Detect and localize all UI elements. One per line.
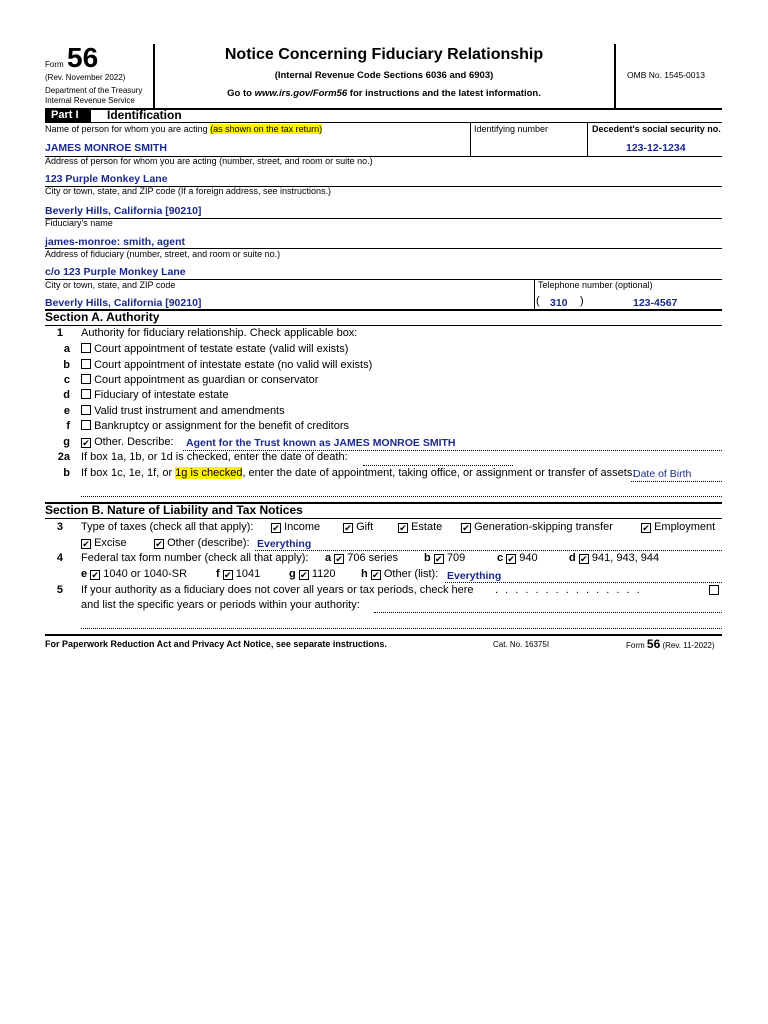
fiduciary-name-label: Fiduciary's name <box>45 218 113 228</box>
q5-leader-dots: . . . . . . . . . . . . . . . <box>495 584 642 596</box>
q2a-text: If box 1a, 1b, or 1d is checked, enter the date of death: <box>81 451 348 463</box>
q1a-checkbox[interactable] <box>81 343 91 353</box>
q3-gst-checkbox[interactable]: ✔ <box>462 523 470 533</box>
ssn-col-divider <box>587 122 588 156</box>
q5-text-2: and list the specific years or periods within your authority: <box>81 599 360 611</box>
q3-text: Type of taxes (check all that apply): <box>81 521 254 533</box>
q1a-row <box>81 343 348 355</box>
name-label-text: Name of person for whom you are acting <box>45 124 211 134</box>
name-label-highlight: (as shown on the tax return) <box>210 124 323 134</box>
q3-other-checkbox[interactable]: ✔ <box>155 539 163 549</box>
q4b-letter: b <box>424 552 431 564</box>
footer-form-rev: (Rev. 11-2022) <box>660 641 715 650</box>
agency: Internal Revenue Service <box>45 96 135 105</box>
q3-income-checkbox[interactable]: ✔ <box>272 523 280 533</box>
q3-gift <box>343 521 373 533</box>
form-title: Notice Concerning Fiduciary Relationship <box>224 46 544 63</box>
q2b-extra-line[interactable] <box>81 496 722 497</box>
header-divider-right <box>614 44 616 109</box>
q4h-list-field[interactable]: Everything <box>447 570 502 582</box>
footer-form-id <box>626 637 715 651</box>
q2b-text-post: , enter the date of appointment, taking office, or assignment or transfer of assets: <box>242 467 636 479</box>
telephone-open-paren: ( <box>536 295 540 307</box>
form-revision: (Rev. November 2022) <box>45 73 126 82</box>
ssn-field[interactable]: 123-12-1234 <box>626 142 686 154</box>
q4-text: Federal tax form number (check all that apply): <box>81 552 309 564</box>
q2b-text <box>81 467 635 479</box>
q1g-describe-field[interactable]: Agent for the Trust known as JAMES MONROE SMITH <box>186 437 456 449</box>
tel-col-divider <box>534 279 535 310</box>
id-col-divider <box>470 122 471 156</box>
q3-excise <box>81 537 126 549</box>
fiduciary-address-label: Address of fiduciary (number, street, and room or suite no.) <box>45 249 281 259</box>
section-b-bottom-rule <box>45 634 722 636</box>
identifying-number-label: Identifying number <box>474 124 549 134</box>
q1a-text: Court appointment of testate estate (valid will exists) <box>94 343 349 355</box>
q4e-label: 1040 or 1040-SR <box>103 568 188 580</box>
q1g-letter: g <box>63 436 70 448</box>
q1f-text: Bankruptcy or assignment for the benefit of creditors <box>94 420 350 432</box>
irs-link[interactable]: www.irs.gov/Form56 <box>254 88 348 99</box>
form-subtitle: (Internal Revenue Code Sections 6036 and 6903) <box>274 70 494 81</box>
q4d-checkbox[interactable]: ✔ <box>580 554 588 564</box>
city-field[interactable]: Beverly Hills, California [90210] <box>45 205 202 217</box>
q1e-checkbox[interactable] <box>81 405 91 415</box>
instructions-line <box>154 88 614 99</box>
q4g-letter: g <box>289 568 296 580</box>
q4e-letter: e <box>81 568 88 580</box>
q4c <box>497 552 538 564</box>
q4g <box>289 568 336 580</box>
q4a-label: 706 series <box>347 552 399 564</box>
q3-other-label: Other (describe): <box>167 537 250 549</box>
catalog-number: Cat. No. 16375I <box>493 640 550 649</box>
q4f-checkbox[interactable]: ✔ <box>223 570 232 580</box>
q4c-letter: c <box>497 552 504 564</box>
q5-checkbox[interactable] <box>709 585 719 595</box>
telephone-number[interactable]: 123-4567 <box>633 297 678 309</box>
q1c-row <box>81 374 318 386</box>
paperwork-notice: For Paperwork Reduction Act and Privacy Act Notice, see separate instructions. <box>45 639 387 649</box>
q3-gift-checkbox[interactable]: ✔ <box>344 523 352 533</box>
q4a-checkbox[interactable]: ✔ <box>335 554 343 564</box>
q4d-label: 941, 943, 944 <box>591 552 660 564</box>
q3-other-field[interactable]: Everything <box>257 538 312 550</box>
q1d-row <box>81 389 229 401</box>
q3-number: 3 <box>56 521 63 533</box>
q1e-text: Valid trust instrument and amendments <box>94 405 285 417</box>
q3-gst-label: Generation-skipping transfer <box>474 521 613 533</box>
q1g-text: Other. Describe: <box>94 436 174 448</box>
q2b-text-pre: If box 1c, 1e, 1f, or <box>81 467 176 479</box>
q1a-letter: a <box>63 343 70 355</box>
q3-employment-checkbox[interactable]: ✔ <box>642 523 650 533</box>
fiduciary-city-label: City or town, state, and ZIP code <box>45 280 176 290</box>
q1c-checkbox[interactable] <box>81 374 91 384</box>
q1b-letter: b <box>63 359 70 371</box>
q1-text: Authority for fiduciary relationship. Check applicable box: <box>81 327 358 339</box>
q4e-checkbox[interactable]: ✔ <box>91 570 99 580</box>
q3-excise-label: Excise <box>94 537 127 549</box>
q1d-letter: d <box>63 389 70 401</box>
q4c-label: 940 <box>519 552 538 564</box>
q3-estate <box>398 521 442 533</box>
q5-periods-field[interactable] <box>374 612 722 613</box>
q4-number: 4 <box>56 552 63 564</box>
address-label: Address of person for whom you are acting (number, street, and room or suite no.) <box>45 156 373 166</box>
q4b <box>424 552 465 564</box>
q1f-checkbox[interactable] <box>81 420 91 430</box>
q3-income <box>271 521 320 533</box>
q3-employment <box>641 521 715 533</box>
goto-prefix: Go to <box>227 88 255 99</box>
q3-income-label: Income <box>284 521 321 533</box>
form-number: 56 <box>67 42 99 73</box>
section-a-title: Section A. Authority <box>45 310 160 324</box>
footer-form-number: 56 <box>646 637 661 651</box>
ssn-label: Decedent's social security no. <box>592 124 721 134</box>
part1-title: Identification <box>107 108 182 122</box>
q4h-label: Other (list): <box>383 568 439 580</box>
q3-other-underline <box>255 550 722 551</box>
q1d-text: Fiduciary of intestate estate <box>94 389 229 401</box>
q4d-letter: d <box>569 552 576 564</box>
q3-estate-label: Estate <box>411 521 443 533</box>
name-field[interactable]: JAMES MONROE SMITH <box>45 142 167 154</box>
q5-number: 5 <box>56 584 63 596</box>
telephone-area-code[interactable]: 310 <box>550 297 568 309</box>
part1-tag: Part I <box>45 109 91 122</box>
section-a-rule <box>45 325 722 326</box>
telephone-label: Telephone number (optional) <box>538 280 653 290</box>
q1g-row <box>81 436 174 448</box>
q4g-checkbox[interactable]: ✔ <box>300 570 308 580</box>
q1e-letter: e <box>63 405 70 417</box>
q4f-letter: f <box>216 568 220 580</box>
q1b-text: Court appointment of intestate estate (no valid will exists) <box>94 359 373 371</box>
telephone-close-paren: ) <box>580 295 584 307</box>
q1b-row <box>81 359 372 371</box>
address-field[interactable]: 123 Purple Monkey Lane <box>45 173 168 185</box>
q4f-label: 1041 <box>235 568 261 580</box>
q4a <box>325 552 398 564</box>
name-label <box>45 124 322 134</box>
q4g-label: 1120 <box>311 568 336 580</box>
goto-suffix: for instructions and the latest information. <box>347 88 541 99</box>
rule-3 <box>45 218 722 219</box>
footer-form-word: Form <box>626 641 647 650</box>
department: Department of the Treasury <box>45 86 143 95</box>
fiduciary-address-field[interactable]: c/o 123 Purple Monkey Lane <box>45 266 186 278</box>
q2b-underline <box>631 481 722 482</box>
q4h-underline <box>445 582 722 583</box>
q4b-label: 709 <box>446 552 466 564</box>
q3-estate-checkbox[interactable]: ✔ <box>399 523 407 533</box>
city-label: City or town, state, and ZIP code (If a foreign address, see instructions.) <box>45 186 331 196</box>
q1e-row <box>81 405 285 417</box>
part1-title-rule <box>45 122 722 123</box>
fiduciary-name-field[interactable]: james-monroe: smith, agent <box>45 236 186 248</box>
q3-other <box>154 537 250 549</box>
form-label: Form <box>45 60 64 69</box>
q4b-checkbox[interactable]: ✔ <box>435 554 443 564</box>
q5-text-1: If your authority as a fiduciary does not cover all years or tax periods, check here <box>81 584 474 596</box>
q3-employment-label: Employment <box>654 521 716 533</box>
q2b-highlight: 1g is checked <box>175 467 243 479</box>
q4f <box>216 568 260 580</box>
section-b-rule <box>45 518 722 519</box>
q3-gst <box>461 521 613 533</box>
q1c-text: Court appointment as guardian or conservator <box>94 374 319 386</box>
q4h-checkbox[interactable]: ✔ <box>372 570 380 580</box>
q3-gift-label: Gift <box>356 521 374 533</box>
q1g-checkbox[interactable]: ✔ <box>82 438 90 448</box>
section-b-title: Section B. Nature of Liability and Tax Notices <box>45 503 303 517</box>
q2a-number: 2a <box>57 451 70 463</box>
q4h <box>361 568 438 580</box>
q1c-letter: c <box>63 374 70 386</box>
q1f-letter: f <box>66 420 70 432</box>
q1f-row <box>81 420 349 432</box>
q2a-date-field[interactable] <box>363 465 513 466</box>
q4h-letter: h <box>361 568 368 580</box>
q5-periods-line-2[interactable] <box>81 628 722 629</box>
omb-number: OMB No. 1545-0013 <box>627 70 705 80</box>
q4c-checkbox[interactable]: ✔ <box>507 554 515 564</box>
q4e <box>81 568 187 580</box>
q3-excise-checkbox[interactable]: ✔ <box>82 539 90 549</box>
fiduciary-city-field[interactable]: Beverly Hills, California [90210] <box>45 297 202 309</box>
q2b-date-field[interactable]: Date of Birth <box>633 468 692 480</box>
q4a-letter: a <box>325 552 332 564</box>
q1d-checkbox[interactable] <box>81 389 91 399</box>
q1-number: 1 <box>56 327 63 339</box>
q1b-checkbox[interactable] <box>81 359 91 369</box>
q2b-letter: b <box>63 467 70 479</box>
q4d <box>569 552 659 564</box>
